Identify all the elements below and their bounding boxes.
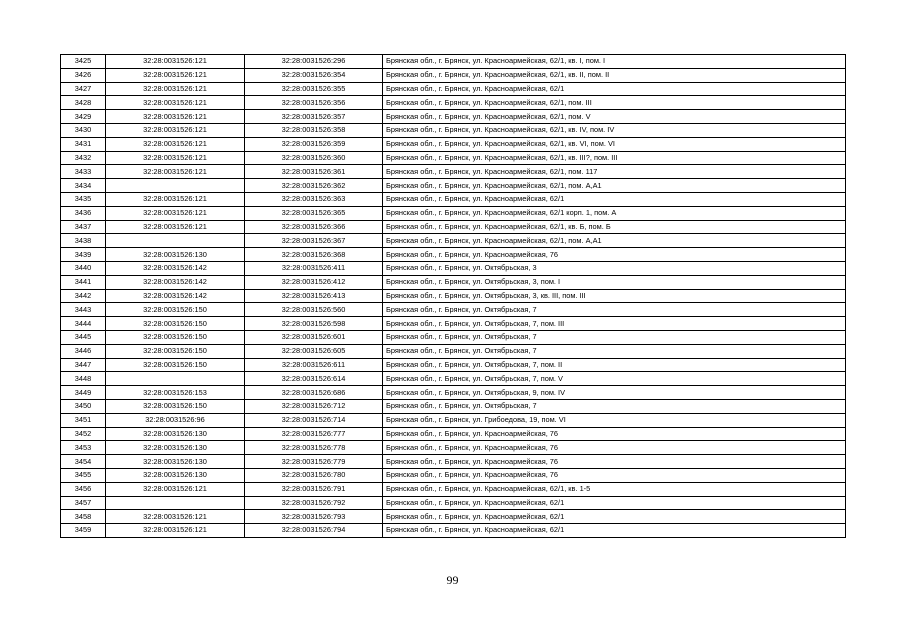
cadastral-number-cell: 32:28:0031526:363 bbox=[245, 192, 383, 206]
cadastral-number-cell: 32:28:0031526:601 bbox=[245, 330, 383, 344]
address-cell: Брянская обл., г. Брянск, ул. Красноармейская, 62/1, кв. II, пом. II bbox=[383, 68, 846, 82]
table-row bbox=[61, 482, 846, 496]
row-number-cell: 3434 bbox=[61, 179, 106, 193]
address-cell: Брянская обл., г. Брянск, ул. Красноармейская, 62/1, кв. III?, пом. III bbox=[383, 151, 846, 165]
table-row bbox=[61, 179, 846, 193]
address-cell: Брянская обл., г. Брянск, ул. Октябрьская, 3, кв. III, пом. III bbox=[383, 289, 846, 303]
table-row bbox=[61, 192, 846, 206]
registry-table-body bbox=[61, 55, 846, 538]
address-cell: Брянская обл., г. Брянск, ул. Грибоедова, 19, пом. VI bbox=[383, 413, 846, 427]
cadastral-block-cell: 32:28:0031526:130 bbox=[106, 427, 245, 441]
cadastral-number-cell: 32:28:0031526:598 bbox=[245, 317, 383, 331]
cadastral-number-cell: 32:28:0031526:792 bbox=[245, 496, 383, 510]
address-cell: Брянская обл., г. Брянск, ул. Красноармейская, 62/1, пом. А,А1 bbox=[383, 179, 846, 193]
cadastral-number-cell: 32:28:0031526:793 bbox=[245, 510, 383, 524]
cadastral-block-cell: 32:28:0031526:121 bbox=[106, 151, 245, 165]
cadastral-number-cell: 32:28:0031526:367 bbox=[245, 234, 383, 248]
cadastral-number-cell: 32:28:0031526:412 bbox=[245, 275, 383, 289]
cadastral-number-cell: 32:28:0031526:354 bbox=[245, 68, 383, 82]
address-cell: Брянская обл., г. Брянск, ул. Красноармейская, 62/1, пом. V bbox=[383, 110, 846, 124]
row-number-cell: 3448 bbox=[61, 372, 106, 386]
table-row bbox=[61, 303, 846, 317]
cadastral-number-cell: 32:28:0031526:362 bbox=[245, 179, 383, 193]
cadastral-block-cell: 32:28:0031526:121 bbox=[106, 510, 245, 524]
address-cell: Брянская обл., г. Брянск, ул. Октябрьская, 9, пом. IV bbox=[383, 386, 846, 400]
cadastral-block-cell bbox=[106, 372, 245, 386]
row-number-cell: 3431 bbox=[61, 137, 106, 151]
cadastral-block-cell: 32:28:0031526:150 bbox=[106, 330, 245, 344]
cadastral-block-cell: 32:28:0031526:121 bbox=[106, 220, 245, 234]
row-number-cell: 3453 bbox=[61, 441, 106, 455]
cadastral-number-cell: 32:28:0031526:365 bbox=[245, 206, 383, 220]
cadastral-block-cell: 32:28:0031526:150 bbox=[106, 317, 245, 331]
address-cell: Брянская обл., г. Брянск, ул. Красноармейская, 62/1 корп. 1, пом. А bbox=[383, 206, 846, 220]
address-cell: Брянская обл., г. Брянск, ул. Красноармейская, 62/1 bbox=[383, 496, 846, 510]
table-row bbox=[61, 275, 846, 289]
table-row bbox=[61, 234, 846, 248]
table-row bbox=[61, 330, 846, 344]
address-cell: Брянская обл., г. Брянск, ул. Красноармейская, 62/1, пом. III bbox=[383, 96, 846, 110]
row-number-cell: 3425 bbox=[61, 55, 106, 69]
row-number-cell: 3426 bbox=[61, 68, 106, 82]
row-number-cell: 3455 bbox=[61, 468, 106, 482]
address-cell: Брянская обл., г. Брянск, ул. Красноармейская, 62/1, кв. 1-5 bbox=[383, 482, 846, 496]
cadastral-block-cell: 32:28:0031526:130 bbox=[106, 468, 245, 482]
cadastral-block-cell: 32:28:0031526:150 bbox=[106, 303, 245, 317]
row-number-cell: 3432 bbox=[61, 151, 106, 165]
cadastral-block-cell: 32:28:0031526:96 bbox=[106, 413, 245, 427]
cadastral-block-cell: 32:28:0031526:150 bbox=[106, 399, 245, 413]
cadastral-number-cell: 32:28:0031526:605 bbox=[245, 344, 383, 358]
table-row bbox=[61, 496, 846, 510]
row-number-cell: 3436 bbox=[61, 206, 106, 220]
cadastral-block-cell: 32:28:0031526:121 bbox=[106, 137, 245, 151]
row-number-cell: 3445 bbox=[61, 330, 106, 344]
address-cell: Брянская обл., г. Брянск, ул. Красноармейская, 62/1, пом. А,А1 bbox=[383, 234, 846, 248]
row-number-cell: 3459 bbox=[61, 524, 106, 538]
table-row bbox=[61, 82, 846, 96]
table-row bbox=[61, 289, 846, 303]
address-cell: Брянская обл., г. Брянск, ул. Красноармейская, 62/1 bbox=[383, 524, 846, 538]
row-number-cell: 3430 bbox=[61, 123, 106, 137]
address-cell: Брянская обл., г. Брянск, ул. Красноармейская, 76 bbox=[383, 248, 846, 262]
address-cell: Брянская обл., г. Брянск, ул. Красноармейская, 62/1, пом. 117 bbox=[383, 165, 846, 179]
cadastral-block-cell: 32:28:0031526:121 bbox=[106, 123, 245, 137]
row-number-cell: 3442 bbox=[61, 289, 106, 303]
table-row bbox=[61, 455, 846, 469]
cadastral-number-cell: 32:28:0031526:611 bbox=[245, 358, 383, 372]
table-row bbox=[61, 386, 846, 400]
cadastral-block-cell: 32:28:0031526:121 bbox=[106, 192, 245, 206]
address-cell: Брянская обл., г. Брянск, ул. Красноармейская, 76 bbox=[383, 427, 846, 441]
cadastral-number-cell: 32:28:0031526:360 bbox=[245, 151, 383, 165]
table-row bbox=[61, 524, 846, 538]
row-number-cell: 3450 bbox=[61, 399, 106, 413]
row-number-cell: 3447 bbox=[61, 358, 106, 372]
cadastral-block-cell: 32:28:0031526:142 bbox=[106, 289, 245, 303]
address-cell: Брянская обл., г. Брянск, ул. Красноармейская, 62/1 bbox=[383, 82, 846, 96]
address-cell: Брянская обл., г. Брянск, ул. Октябрьская, 7 bbox=[383, 399, 846, 413]
table-row bbox=[61, 165, 846, 179]
row-number-cell: 3429 bbox=[61, 110, 106, 124]
cadastral-block-cell: 32:28:0031526:153 bbox=[106, 386, 245, 400]
row-number-cell: 3428 bbox=[61, 96, 106, 110]
cadastral-number-cell: 32:28:0031526:413 bbox=[245, 289, 383, 303]
address-cell: Брянская обл., г. Брянск, ул. Красноармейская, 62/1, кв. VI, пом. VI bbox=[383, 137, 846, 151]
table-row bbox=[61, 468, 846, 482]
address-cell: Брянская обл., г. Брянск, ул. Октябрьская, 7, пом. V bbox=[383, 372, 846, 386]
table-row bbox=[61, 123, 846, 137]
cadastral-registry-table bbox=[60, 54, 846, 538]
cadastral-number-cell: 32:28:0031526:411 bbox=[245, 261, 383, 275]
table-row bbox=[61, 399, 846, 413]
cadastral-block-cell: 32:28:0031526:130 bbox=[106, 441, 245, 455]
table-row bbox=[61, 137, 846, 151]
table-row bbox=[61, 220, 846, 234]
cadastral-block-cell: 32:28:0031526:121 bbox=[106, 524, 245, 538]
row-number-cell: 3438 bbox=[61, 234, 106, 248]
table-row bbox=[61, 55, 846, 69]
row-number-cell: 3446 bbox=[61, 344, 106, 358]
cadastral-block-cell: 32:28:0031526:121 bbox=[106, 206, 245, 220]
row-number-cell: 3427 bbox=[61, 82, 106, 96]
cadastral-block-cell: 32:28:0031526:130 bbox=[106, 248, 245, 262]
cadastral-block-cell: 32:28:0031526:121 bbox=[106, 96, 245, 110]
address-cell: Брянская обл., г. Брянск, ул. Красноармейская, 62/1 bbox=[383, 192, 846, 206]
table-row bbox=[61, 344, 846, 358]
row-number-cell: 3444 bbox=[61, 317, 106, 331]
address-cell: Брянская обл., г. Брянск, ул. Октябрьская, 3 bbox=[383, 261, 846, 275]
cadastral-block-cell bbox=[106, 496, 245, 510]
row-number-cell: 3452 bbox=[61, 427, 106, 441]
cadastral-number-cell: 32:28:0031526:358 bbox=[245, 123, 383, 137]
table-row bbox=[61, 151, 846, 165]
address-cell: Брянская обл., г. Брянск, ул. Октябрьская, 3, пом. I bbox=[383, 275, 846, 289]
cadastral-number-cell: 32:28:0031526:361 bbox=[245, 165, 383, 179]
cadastral-number-cell: 32:28:0031526:780 bbox=[245, 468, 383, 482]
row-number-cell: 3457 bbox=[61, 496, 106, 510]
cadastral-block-cell: 32:28:0031526:121 bbox=[106, 55, 245, 69]
table-row bbox=[61, 413, 846, 427]
cadastral-number-cell: 32:28:0031526:356 bbox=[245, 96, 383, 110]
table-row bbox=[61, 427, 846, 441]
address-cell: Брянская обл., г. Брянск, ул. Красноармейская, 62/1, кв. Б, пом. Б bbox=[383, 220, 846, 234]
cadastral-block-cell: 32:28:0031526:150 bbox=[106, 358, 245, 372]
address-cell: Брянская обл., г. Брянск, ул. Октябрьская, 7, пом. III bbox=[383, 317, 846, 331]
cadastral-number-cell: 32:28:0031526:778 bbox=[245, 441, 383, 455]
address-cell: Брянская обл., г. Брянск, ул. Красноармейская, 62/1, кв. IV, пом. IV bbox=[383, 123, 846, 137]
cadastral-number-cell: 32:28:0031526:296 bbox=[245, 55, 383, 69]
cadastral-number-cell: 32:28:0031526:614 bbox=[245, 372, 383, 386]
address-cell: Брянская обл., г. Брянск, ул. Красноармейская, 76 bbox=[383, 441, 846, 455]
cadastral-number-cell: 32:28:0031526:712 bbox=[245, 399, 383, 413]
cadastral-number-cell: 32:28:0031526:794 bbox=[245, 524, 383, 538]
cadastral-block-cell: 32:28:0031526:121 bbox=[106, 482, 245, 496]
cadastral-number-cell: 32:28:0031526:368 bbox=[245, 248, 383, 262]
row-number-cell: 3439 bbox=[61, 248, 106, 262]
table-row bbox=[61, 261, 846, 275]
table-row bbox=[61, 372, 846, 386]
row-number-cell: 3440 bbox=[61, 261, 106, 275]
cadastral-number-cell: 32:28:0031526:791 bbox=[245, 482, 383, 496]
address-cell: Брянская обл., г. Брянск, ул. Октябрьская, 7 bbox=[383, 330, 846, 344]
cadastral-number-cell: 32:28:0031526:777 bbox=[245, 427, 383, 441]
cadastral-block-cell: 32:28:0031526:121 bbox=[106, 82, 245, 96]
table-row bbox=[61, 248, 846, 262]
address-cell: Брянская обл., г. Брянск, ул. Красноармейская, 76 bbox=[383, 468, 846, 482]
row-number-cell: 3451 bbox=[61, 413, 106, 427]
row-number-cell: 3443 bbox=[61, 303, 106, 317]
row-number-cell: 3449 bbox=[61, 386, 106, 400]
address-cell: Брянская обл., г. Брянск, ул. Красноармейская, 76 bbox=[383, 455, 846, 469]
page-number: 99 bbox=[446, 573, 459, 587]
cadastral-block-cell: 32:28:0031526:150 bbox=[106, 344, 245, 358]
cadastral-number-cell: 32:28:0031526:359 bbox=[245, 137, 383, 151]
row-number-cell: 3435 bbox=[61, 192, 106, 206]
cadastral-number-cell: 32:28:0031526:779 bbox=[245, 455, 383, 469]
row-number-cell: 3441 bbox=[61, 275, 106, 289]
cadastral-number-cell: 32:28:0031526:560 bbox=[245, 303, 383, 317]
address-cell: Брянская обл., г. Брянск, ул. Октябрьская, 7 bbox=[383, 303, 846, 317]
row-number-cell: 3433 bbox=[61, 165, 106, 179]
table-row bbox=[61, 68, 846, 82]
table-row bbox=[61, 510, 846, 524]
cadastral-block-cell bbox=[106, 234, 245, 248]
cadastral-block-cell bbox=[106, 179, 245, 193]
row-number-cell: 3437 bbox=[61, 220, 106, 234]
cadastral-block-cell: 32:28:0031526:142 bbox=[106, 275, 245, 289]
table-row bbox=[61, 358, 846, 372]
row-number-cell: 3454 bbox=[61, 455, 106, 469]
address-cell: Брянская обл., г. Брянск, ул. Красноармейская, 62/1 bbox=[383, 510, 846, 524]
table-row bbox=[61, 317, 846, 331]
cadastral-number-cell: 32:28:0031526:366 bbox=[245, 220, 383, 234]
cadastral-number-cell: 32:28:0031526:357 bbox=[245, 110, 383, 124]
cadastral-block-cell: 32:28:0031526:121 bbox=[106, 68, 245, 82]
cadastral-block-cell: 32:28:0031526:121 bbox=[106, 110, 245, 124]
cadastral-block-cell: 32:28:0031526:121 bbox=[106, 165, 245, 179]
table-row bbox=[61, 110, 846, 124]
cadastral-number-cell: 32:28:0031526:714 bbox=[245, 413, 383, 427]
cadastral-block-cell: 32:28:0031526:142 bbox=[106, 261, 245, 275]
cadastral-number-cell: 32:28:0031526:355 bbox=[245, 82, 383, 96]
table-row bbox=[61, 206, 846, 220]
cadastral-number-cell: 32:28:0031526:686 bbox=[245, 386, 383, 400]
cadastral-block-cell: 32:28:0031526:130 bbox=[106, 455, 245, 469]
row-number-cell: 3458 bbox=[61, 510, 106, 524]
address-cell: Брянская обл., г. Брянск, ул. Октябрьская, 7 bbox=[383, 344, 846, 358]
address-cell: Брянская обл., г. Брянск, ул. Октябрьская, 7, пом. II bbox=[383, 358, 846, 372]
table-row bbox=[61, 441, 846, 455]
table-row bbox=[61, 96, 846, 110]
row-number-cell: 3456 bbox=[61, 482, 106, 496]
address-cell: Брянская обл., г. Брянск, ул. Красноармейская, 62/1, кв. I, пом. I bbox=[383, 55, 846, 69]
